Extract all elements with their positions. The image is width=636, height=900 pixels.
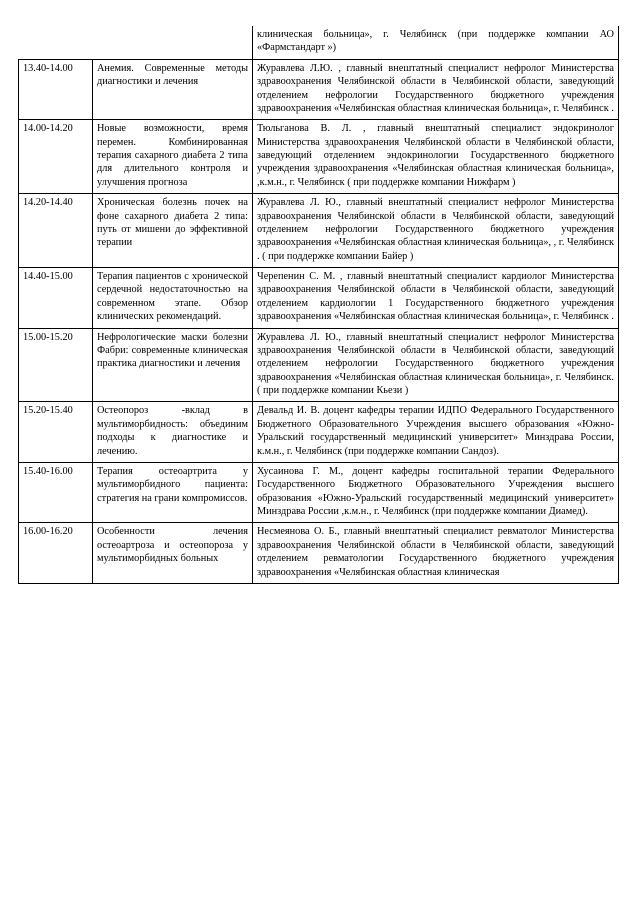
- cell-time: 15.40-16.00: [19, 462, 93, 523]
- cell-speaker: Тюльганова В. Л. , главный внештатный специалист эндокринолог Министерства здравоохранения Челябинской области в Челябинской области, заведующий отделением эндокринологии Государственного бюджетного учреждения здравоохранения «Челябинская областная клиническая больница», ,к.м.н., г. Челябинск ( при поддержке компании Нижфарм ): [253, 120, 619, 194]
- cell-speaker: Журавлева Л.Ю. , главный внештатный специалист нефролог Министерства здравоохранения Челябинской области в Челябинской области, заведующий отделением нефрологии Государственного бюджетного учреждения здравоохранения «Челябинская областная клиническая больница», г. Челябинск .: [253, 59, 619, 120]
- cell-time: 14.00-14.20: [19, 120, 93, 194]
- cell-topic: Новые возможности, время перемен. Комбинированная терапия сахарного диабета 2 типа для длительного контроля и улучшения прогноза: [93, 120, 253, 194]
- cell-topic: [93, 26, 253, 59]
- cell-topic: Остеопороз -вклад в мультиморбидность: объединим подходы к диагностике и лечению.: [93, 402, 253, 463]
- schedule-table: [18, 26, 619, 584]
- cell-time: [19, 26, 93, 59]
- cell-speaker: Журавлева Л. Ю., главный внештатный специалист нефролог Министерства здравоохранения Челябинской области в Челябинской области, заведующий отделением нефрологии Государственного бюджетного учреждения здравоохранения «Челябинская областная клиническая больница», г. Челябинск. ( при поддержке компании Кьези ): [253, 328, 619, 402]
- table-row: [19, 462, 619, 523]
- table-row: [19, 268, 619, 329]
- cell-time: 15.20-15.40: [19, 402, 93, 463]
- table-row: [19, 402, 619, 463]
- cell-topic: Нефрологические маски болезни Фабри: современные клиническая практика диагностики и лечения: [93, 328, 253, 402]
- cell-topic: Хроническая болезнь почек на фоне сахарного диабета 2 типа: путь от мишени до эффективной терапии: [93, 194, 253, 268]
- cell-time: 16.00-16.20: [19, 523, 93, 584]
- cell-speaker: Черепенин С. М. , главный внештатный специалист кардиолог Министерства здравоохранения Челябинской области в Челябинской области, заведующий отделением кардиологии 1 Государственного бюджетного учреждения здравоохранения «Челябинская областная клиническая больница», г. Челябинск .: [253, 268, 619, 329]
- table-row: [19, 59, 619, 120]
- cell-topic: Анемия. Современные методы диагностики и лечения: [93, 59, 253, 120]
- schedule-table-body: [19, 26, 619, 583]
- cell-time: 15.00-15.20: [19, 328, 93, 402]
- table-row: [19, 523, 619, 584]
- table-row: [19, 194, 619, 268]
- cell-time: 14.20-14.40: [19, 194, 93, 268]
- cell-time: 13.40-14.00: [19, 59, 93, 120]
- table-row: [19, 328, 619, 402]
- cell-topic: Особенности лечения остеоартроза и остеопороза у мультиморбидных больных: [93, 523, 253, 584]
- table-row: [19, 120, 619, 194]
- cell-speaker: клиническая больница», г. Челябинск (при поддержке компании АО «Фармстандарт »): [253, 26, 619, 59]
- table-row-continuation: [19, 26, 619, 59]
- cell-speaker: Девальд И. В. доцент кафедры терапии ИДПО Федерального Государственного Бюджетного Образовательного Учреждения высшего образования «Южно-Уральский государственный медицинский университет» Минздрава России, к.м.н., г. Челябинск (при поддержке компании Сандоз).: [253, 402, 619, 463]
- cell-speaker: Хусаинова Г. М., доцент кафедры госпитальной терапии Федерального Государственного Бюджетного Образовательного Учреждения высшего образования «Южно-Уральский государственный медицинский университет» Минздрава России ,к.м.н., г. Челябинск (при поддержке компании Диамед).: [253, 462, 619, 523]
- cell-topic: Терапия остеоартрита у мультиморбидного пациента: стратегия на грани компромиссов.: [93, 462, 253, 523]
- cell-speaker: Несмеянова О. Б., главный внештатный специалист ревматолог Министерства здравоохранения Челябинской области в Челябинской области, заведующий отделением ревматологии Государственного бюджетного учреждения здравоохранения «Челябинская областная клиническая: [253, 523, 619, 584]
- cell-speaker: Журавлева Л. Ю., главный внештатный специалист нефролог Министерства здравоохранения Челябинской области в Челябинской области, заведующий отделением нефрологии Государственного бюджетного учреждения здравоохранения «Челябинская областная клиническая больница», , г. Челябинск . ( при поддержке компании Байер ): [253, 194, 619, 268]
- cell-topic: Терапия пациентов с хронической сердечной недостаточностью на современном этапе. Обзор клинических рекомендаций.: [93, 268, 253, 329]
- cell-time: 14.40-15.00: [19, 268, 93, 329]
